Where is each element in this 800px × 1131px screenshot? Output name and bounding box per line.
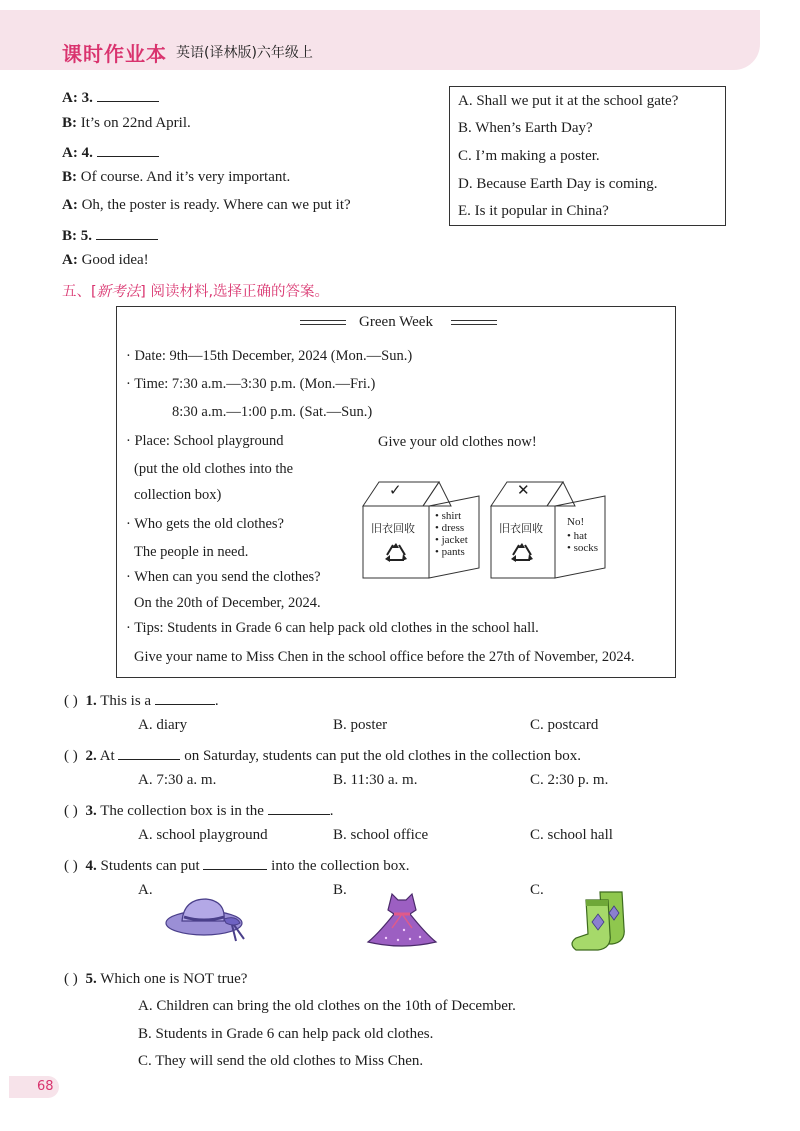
line-tips: · Tips: Students in Grade 6 can help pack old clothes in the school hall. (126, 620, 539, 636)
line-place: · Place: School playground (126, 433, 284, 449)
speaker: A: (62, 145, 78, 161)
question-number: 5. (85, 971, 97, 987)
question-number: 3. (85, 803, 97, 819)
passage-title: Green Week (359, 314, 433, 330)
line-when: · When can you send the clothes? (126, 569, 321, 585)
option-e: E. Is it popular in China? (458, 203, 609, 219)
dialogue-text: It’s on 22nd April. (80, 115, 191, 131)
section-suffix: ] 阅读材料,选择正确的答案。 (140, 284, 330, 300)
item-socks: • socks (567, 542, 599, 554)
box-label: 旧衣回收 (499, 523, 543, 535)
section-tag: 新考法 (96, 284, 141, 300)
answer-paren[interactable]: ( ) (64, 803, 78, 819)
line-place-note-1: (put the old clothes into the (134, 461, 294, 477)
rejected-items-list (567, 516, 598, 554)
item-pants: • pants (435, 546, 465, 558)
option-c: C. I’m making a poster. (458, 148, 600, 164)
dialogue-text: Good idea! (81, 252, 149, 268)
no-label: No! (567, 516, 585, 528)
question-text-pre: Students can put (100, 858, 200, 874)
answer-paren[interactable]: ( ) (64, 748, 78, 764)
q2-option-b[interactable]: B. 11:30 a. m. (333, 772, 418, 788)
answer-blank[interactable] (97, 87, 159, 102)
answer-blank[interactable] (203, 855, 267, 870)
q1-option-a[interactable]: A. diary (138, 717, 188, 733)
option-b: B. When’s Earth Day? (458, 120, 593, 136)
reading-passage (116, 306, 676, 678)
speaker: B: (62, 115, 77, 131)
option-d: D. Because Earth Day is coming. (458, 176, 658, 192)
item-shirt: • shirt (435, 510, 462, 522)
question-number: 2. (85, 748, 97, 764)
item-dress: • dress (435, 522, 465, 534)
question-text-post: on Saturday, students can put the old clothes in the collection box. (184, 748, 582, 764)
cross-icon: ✕ (517, 483, 530, 499)
speaker: A: (62, 197, 78, 213)
question-number: 5. (80, 228, 92, 244)
dress-icon[interactable] (364, 890, 440, 950)
dialogue-line-7 (62, 252, 149, 269)
question-text-post: . (329, 803, 334, 819)
q4-option-c[interactable]: C. (530, 882, 544, 898)
answer-blank[interactable] (118, 745, 180, 760)
header-brand: 课时作业本 (62, 42, 167, 66)
question-4 (64, 855, 409, 875)
line-place-note-2: collection box) (134, 487, 222, 503)
options-box (449, 86, 726, 226)
recycle-icon (509, 542, 535, 564)
question-text-post: . (214, 693, 219, 709)
q5-option-c[interactable]: C. They will send the old clothes to Miss Chen. (138, 1053, 424, 1069)
item-jacket: • jacket (435, 534, 468, 546)
dialogue-line-3 (62, 142, 159, 162)
answer-blank[interactable] (268, 800, 330, 815)
line-when-answer: On the 20th of December, 2024. (134, 595, 321, 611)
dialogue-line-1 (62, 87, 159, 107)
question-text-pre: At (99, 748, 115, 764)
question-number: 4. (81, 145, 93, 161)
dialogue-line-6 (62, 225, 158, 245)
answer-blank[interactable] (97, 142, 159, 157)
question-1 (64, 690, 219, 710)
question-3 (64, 800, 333, 820)
item-hat: • hat (567, 530, 588, 542)
line-who: · Who gets the old clothes? (126, 516, 284, 532)
dialogue-text: Oh, the poster is ready. Where can we put it? (81, 197, 351, 213)
section-prefix: 五、[ (62, 284, 97, 300)
question-number: 1. (85, 693, 97, 709)
q3-option-b[interactable]: B. school office (333, 827, 429, 843)
collection-box-rejected (489, 476, 607, 581)
box-label: 旧衣回收 (371, 523, 415, 535)
line-time-weekend: 8:30 a.m.—1:00 p.m. (Sat.—Sun.) (172, 404, 373, 420)
answer-blank[interactable] (155, 690, 215, 705)
speaker: A: (62, 252, 78, 268)
question-text-pre: This is a (100, 693, 152, 709)
answer-paren[interactable]: ( ) (64, 858, 78, 874)
answer-blank[interactable] (96, 225, 158, 240)
header-subtitle: 英语(译林版)六年级上 (176, 45, 313, 61)
question-number: 3. (81, 90, 93, 106)
speaker: A: (62, 90, 78, 106)
dialogue-line-5 (62, 197, 351, 214)
q1-option-c[interactable]: C. postcard (530, 717, 599, 733)
q1-option-b[interactable]: B. poster (333, 717, 388, 733)
hat-icon[interactable] (162, 893, 254, 945)
q2-option-a[interactable]: A. 7:30 a. m. (138, 772, 217, 788)
dialogue-text: Of course. And it’s very important. (80, 169, 291, 185)
line-date: · Date: 9th—15th December, 2024 (Mon.—Sun.) (126, 348, 413, 364)
q3-option-c[interactable]: C. school hall (530, 827, 613, 843)
answer-paren[interactable]: ( ) (64, 693, 78, 709)
question-2 (64, 745, 581, 765)
question-number: 4. (85, 858, 97, 874)
option-a: A. Shall we put it at the school gate? (458, 93, 679, 109)
line-give-clothes: Give your old clothes now! (378, 434, 537, 450)
question-text-post: into the collection box. (271, 858, 410, 874)
accepted-items-list (435, 510, 468, 558)
q4-option-a[interactable]: A. (138, 882, 153, 898)
dialogue-line-4 (62, 169, 290, 186)
question-text-pre: The collection box is in the (100, 803, 264, 819)
line-tips-2: Give your name to Miss Chen in the school office before the 27th of November, 2024. (134, 649, 635, 665)
dialogue-line-2 (62, 115, 191, 132)
q2-option-c[interactable]: C. 2:30 p. m. (530, 772, 609, 788)
collection-box-accepted (361, 476, 481, 581)
page-number-tab (9, 1076, 59, 1098)
question-5 (64, 971, 247, 988)
line-who-answer: The people in need. (134, 544, 249, 560)
q5-option-a[interactable]: A. Children can bring the old clothes on the 10th of December. (138, 998, 516, 1014)
line-time-weekday: · Time: 7:30 a.m.—3:30 p.m. (Mon.—Fri.) (126, 376, 376, 392)
q3-option-a[interactable]: A. school playground (138, 827, 268, 843)
speaker: B: (62, 169, 77, 185)
speaker: B: (62, 228, 77, 244)
socks-icon[interactable] (566, 888, 638, 952)
section-5-title (62, 280, 329, 301)
q5-option-b[interactable]: B. Students in Grade 6 can help pack old clothes. (138, 1026, 434, 1042)
q4-option-b[interactable]: B. (333, 882, 347, 898)
question-text-pre: Which one is NOT true? (100, 971, 248, 987)
page-number: 68 (37, 1079, 54, 1094)
check-icon: ✓ (389, 483, 402, 499)
answer-paren[interactable]: ( ) (64, 971, 78, 987)
recycle-icon (383, 542, 409, 564)
